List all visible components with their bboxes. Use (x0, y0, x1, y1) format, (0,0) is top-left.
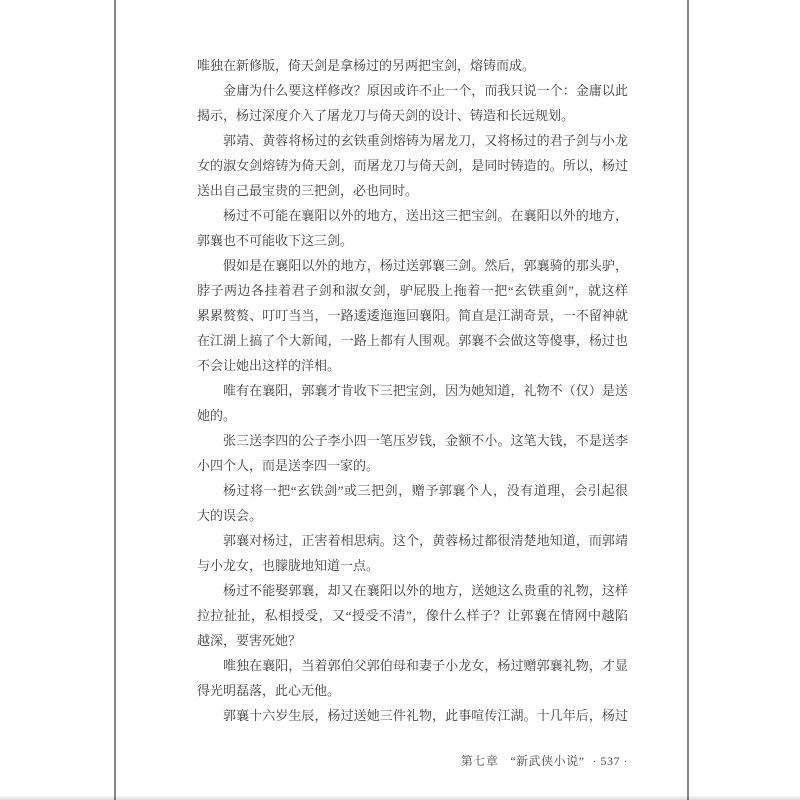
text-line: 唯有在襄阳，郭襄才肯收下三把宝剑，因为她知道，礼物不（仅）是送 (223, 383, 628, 398)
text-line: 唯独在新修版，倚天剑是拿杨过的另两把宝剑，熔铸而成。 (197, 58, 536, 73)
text-line: 在江湖上搞了个大新闻，一路上都有人围观。郭襄不会做这等傻事，杨过也 (197, 333, 628, 348)
text-line: 大的误会。 (197, 508, 263, 523)
text-line: 脖子两边各挂着君子剑和淑女剑，驴屁股上拖着一把“玄铁重剑”，就这样 (197, 283, 628, 298)
page-bottom-shade (0, 795, 800, 800)
text-line: 拉拉扯扯，私相授受，又“授受不清”，像什么样子？让郭襄在情网中越陷 (197, 608, 628, 623)
text-line: 郭靖、黄蓉将杨过的玄铁重剑熔铸为屠龙刀，又将杨过的君子剑与小龙 (223, 133, 628, 148)
text-line: 杨过不能娶郭襄，却又在襄阳以外的地方，送她这么贵重的礼物，这样 (223, 583, 628, 598)
text-line: 得光明磊落，此心无他。 (197, 683, 341, 698)
text-line: 杨过将一把“玄铁剑”或三把剑，赠予郭襄个人，没有道理，会引起很 (223, 483, 628, 498)
page-footer (461, 752, 628, 769)
page-edge-left (114, 0, 116, 800)
text-line: 不会让她出这样的洋相。 (197, 358, 341, 373)
footer-chapter-label: 第七章 (460, 754, 499, 768)
page-edge-right (687, 0, 689, 800)
text-line: 与小龙女，也朦胧地知道一点。 (197, 558, 380, 573)
text-line: 唯独在襄阳，当着郭伯父郭伯母和妻子小龙女，杨过赠郭襄礼物，才显 (223, 658, 628, 673)
text-line: 小四个人，而是送李四一家的。 (197, 458, 380, 473)
footer-section-title: “新武侠小说” (510, 754, 585, 768)
text-line: 送出自己最宝贵的三把剑，必也同时。 (197, 183, 419, 198)
text-line: 张三送李四的公子李小四一笔压岁钱，金额不小。这笔大钱，不是送李 (223, 433, 628, 448)
page-text (197, 53, 628, 728)
text-line: 越深，要害死她？ (197, 633, 302, 648)
footer-page-number: · 537 · (592, 754, 628, 768)
text-line: 郭襄十六岁生辰，杨过送她三件礼物，此事喧传江湖。十几年后，杨过 (223, 708, 628, 723)
text-line: 郭襄也不可能收下这三剑。 (197, 233, 354, 248)
text-line: 郭襄对杨过，正害着相思病。这个，黄蓉杨过都很清楚地知道，而郭靖 (223, 533, 628, 548)
text-line: 她的。 (197, 408, 237, 423)
text-line: 揭示，杨过深度介入了屠龙刀与倚天剑的设计、铸造和长远规划。 (197, 108, 575, 123)
text-line: 女的淑女剑熔铸为倚天剑，而屠龙刀与倚天剑，是同时铸造的。所以，杨过 (197, 158, 628, 173)
text-line: 假如是在襄阳以外的地方，杨过送郭襄三剑。然后，郭襄骑的那头驴， (223, 258, 628, 273)
text-line: 金庸为什么要这样修改？原因或许不止一个，而我只说一个：金庸以此 (223, 83, 628, 98)
text-line: 累累赘赘、叮叮当当，一路逶逶迤迤回襄阳。简直是江湖奇景，一不留神就 (197, 308, 628, 323)
text-line: 杨过不可能在襄阳以外的地方，送出这三把宝剑。在襄阳以外的地方， (223, 208, 628, 223)
